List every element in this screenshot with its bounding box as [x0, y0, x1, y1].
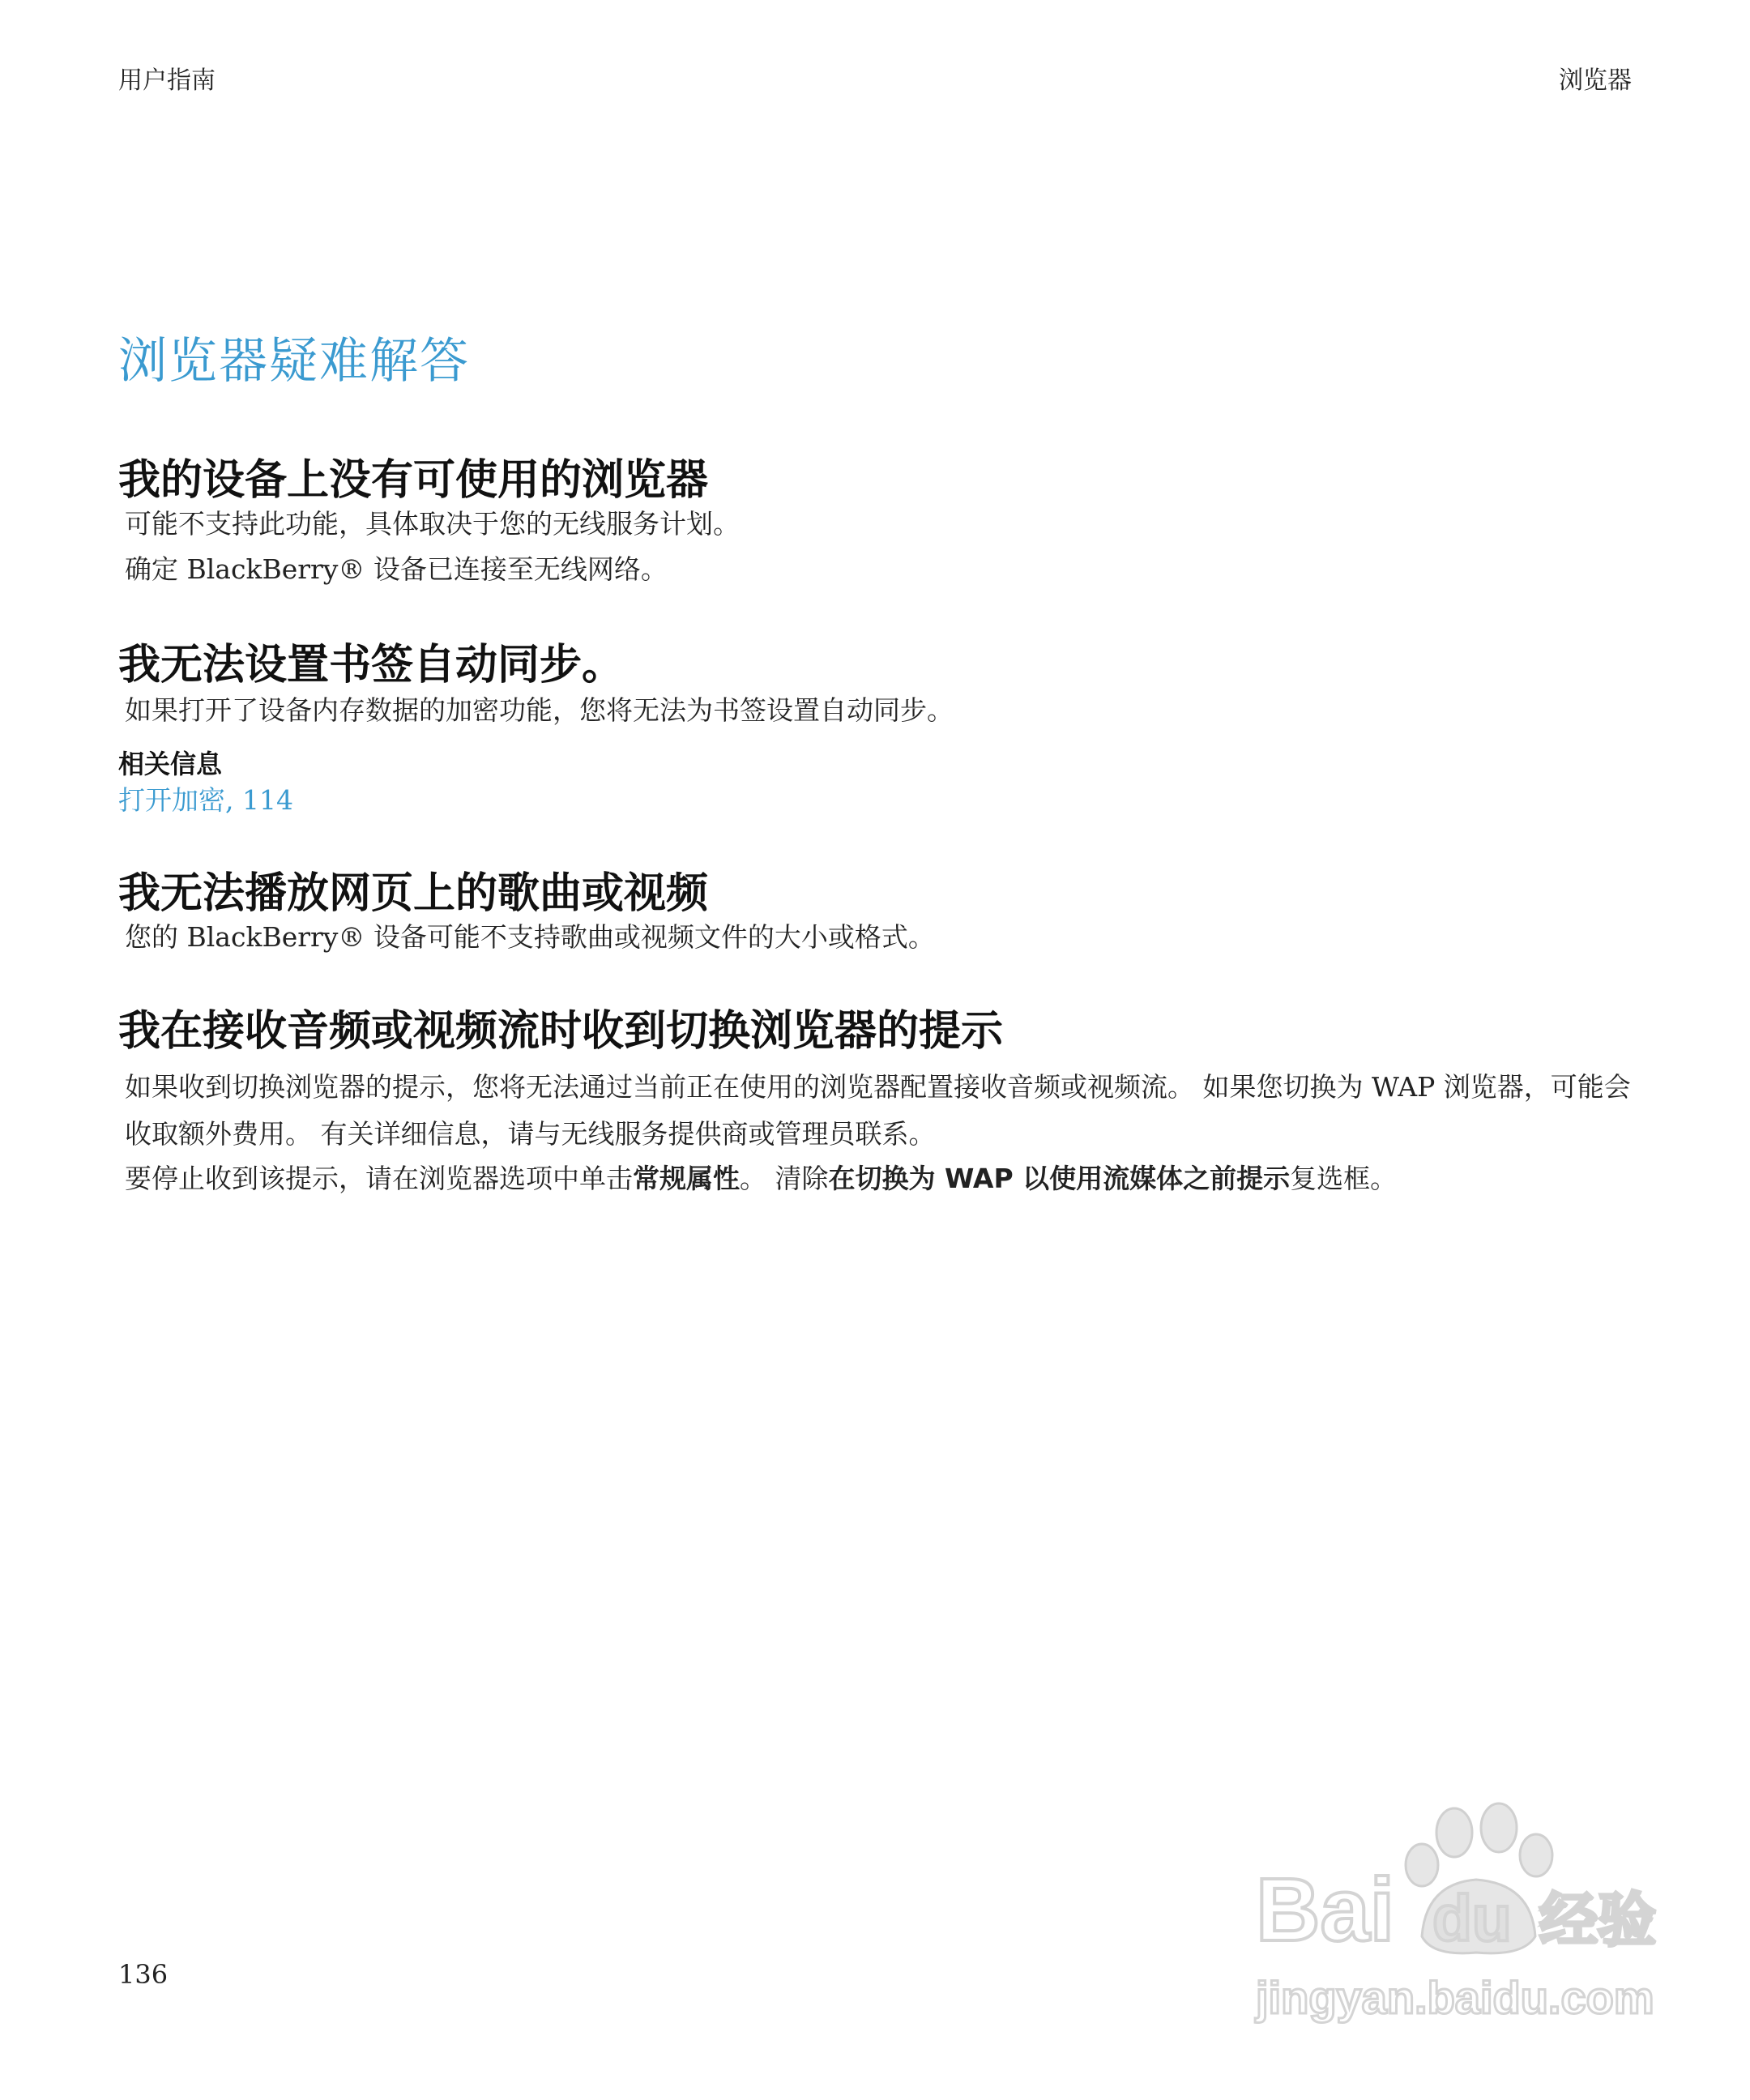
svg-text:经验: 经验: [1539, 1889, 1657, 1953]
related-info-link[interactable]: 打开加密, 114: [118, 784, 293, 816]
instruction-text: 复选框。: [1290, 1163, 1398, 1194]
instruction-text: 。 清除: [740, 1163, 829, 1194]
header-right: 浏览器: [1559, 66, 1632, 95]
related-info-label: 相关信息: [118, 749, 223, 779]
page-title: 浏览器疑难解答: [118, 333, 470, 390]
instruction-text: 要停止收到该提示，请在浏览器选项中单击: [125, 1163, 633, 1194]
ui-term-general-properties: 常规属性: [633, 1163, 740, 1194]
section-paragraph: 可能不支持此功能，具体取决于您的无线服务计划。: [125, 508, 740, 540]
baidu-paw-logo-icon: [1240, 1799, 1661, 2042]
ui-term-prompt-checkbox: 在切换为 WAP 以使用流媒体之前提示: [828, 1163, 1291, 1194]
section-title-play-media: 我无法播放网页上的歌曲或视频: [118, 869, 709, 918]
svg-text:jingyan.baidu.com: jingyan.baidu.com: [1256, 1972, 1654, 2023]
section-paragraph: 如果打开了设备内存数据的加密功能，您将无法为书签设置自动同步。: [125, 694, 954, 726]
section-title-no-browser: 我的设备上没有可使用的浏览器: [118, 456, 709, 505]
section-paragraph: 确定 BlackBerry® 设备已连接至无线网络。: [125, 553, 668, 585]
section-paragraph: 您的 BlackBerry® 设备可能不支持歌曲或视频文件的大小或格式。: [125, 921, 935, 953]
svg-text:Bai: Bai: [1256, 1860, 1395, 1960]
section-title-bookmark-sync: 我无法设置书签自动同步。: [118, 641, 625, 689]
section-paragraph-instructions: [125, 1155, 1397, 1202]
section-paragraph: 如果收到切换浏览器的提示，您将无法通过当前正在使用的浏览器配置接收音频或视频流。 如果您切换为 WAP 浏览器，可能会收取额外费用。 有关详细信息，请与无线服务提供商或管理员联系。: [125, 1071, 1631, 1150]
header-left: 用户指南: [118, 66, 216, 95]
svg-text:du: du: [1432, 1882, 1512, 1954]
section-title-switch-browser: 我在接收音频或视频流时收到切换浏览器的提示: [118, 1007, 1004, 1056]
baidu-jingyan-watermark: [1240, 1799, 1661, 2042]
page-number: 136: [118, 1959, 169, 1990]
